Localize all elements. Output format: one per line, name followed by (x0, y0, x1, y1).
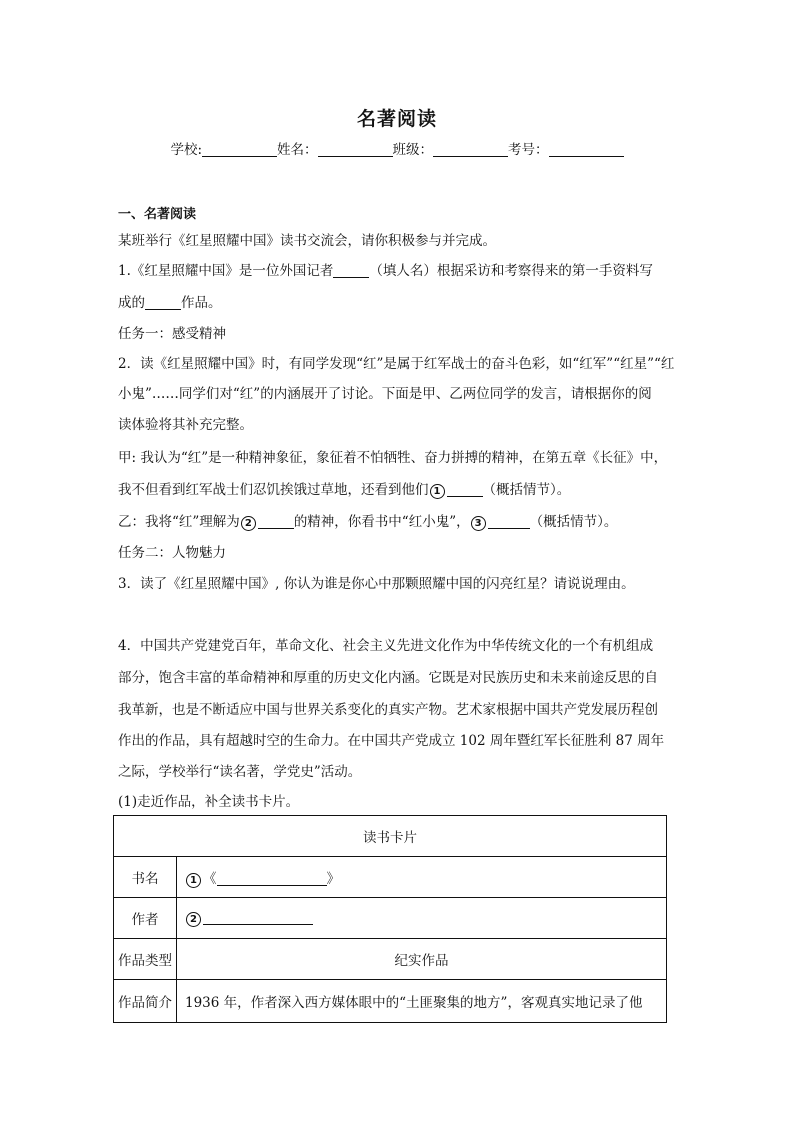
card-value-type: 纪实作品 (177, 939, 667, 980)
q1-text-a: 1.《红星照耀中国》是一位外国记者 (118, 263, 334, 279)
marker-2: 2 (241, 516, 256, 531)
q1-text-d: 作品。 (181, 295, 222, 311)
reading-card-table (113, 815, 667, 1023)
question-2-line-3: 读体验将其补充完整。 (118, 417, 253, 433)
card-row-author (114, 898, 667, 939)
section-intro: 某班举行《红星照耀中国》读书交流会，请你积极参与并完成。 (118, 233, 496, 249)
question-3: 3．读了《红星照耀中国》, 你认为谁是你心中那颗照耀中国的闪亮红星？请说说理由。 (118, 576, 635, 592)
question-4-line-5: 之际，学校举行“读名著，学党史”活动。 (118, 764, 362, 780)
yi-text-a: 乙：我将“红”理解为 (118, 514, 240, 530)
task-2-heading: 任务二：人物魅力 (118, 545, 226, 561)
jia-blank-1[interactable] (447, 482, 483, 497)
card-label-summary: 作品简介 (114, 980, 177, 1023)
card-label-book: 书名 (114, 857, 177, 898)
book-marker: 1 (186, 873, 201, 888)
jia-text-end: （概括情节）。 (482, 482, 571, 498)
yi-text-c: （概括情节）。 (529, 514, 618, 530)
book-suffix: 》 (326, 870, 340, 887)
author-marker: 2 (186, 912, 201, 927)
card-row-book (114, 857, 667, 898)
card-row-type (114, 939, 667, 980)
book-blank[interactable] (217, 871, 327, 886)
task-1-heading: 任务一：感受精神 (118, 326, 226, 342)
marker-1: 1 (430, 484, 445, 499)
yi-text-b: 的精神，你看书中“红小鬼”， (293, 514, 470, 530)
yi-blank-2[interactable] (258, 514, 294, 529)
card-value-summary: 1936 年，作者深入西方媒体眼中的“土匪聚集的地方”，客观真实地记录了他 (177, 980, 667, 1023)
card-header-row (114, 816, 667, 857)
question-4-line-2: 部分，饱含丰富的革命精神和厚重的历史文化内涵。它既是对民族历史和未来前途反思的自 (118, 670, 658, 686)
author-blank[interactable] (203, 910, 313, 925)
jia-text: 我不但看到红军战士们忍饥挨饿过草地，还看到他们 (118, 482, 429, 498)
card-value-author (177, 898, 667, 939)
question-1-line-2 (118, 291, 678, 311)
card-value-book (177, 857, 667, 898)
class-blank[interactable] (433, 142, 508, 157)
q1-blank-author[interactable] (333, 263, 369, 278)
page-title: 名著阅读 (356, 108, 437, 130)
number-label: 考号： (508, 142, 549, 158)
card-header: 读书卡片 (114, 816, 667, 857)
book-prefix: 《 (203, 870, 217, 887)
card-label-type: 作品类型 (114, 939, 177, 980)
marker-3: 3 (471, 516, 486, 531)
q1-text-c: 成的 (118, 295, 145, 311)
question-4-sub-1: (1)走近作品，补全读书卡片。 (118, 794, 300, 810)
section-heading: 一、名著阅读 (118, 207, 197, 222)
name-blank[interactable] (318, 142, 393, 157)
yi-blank-3[interactable] (488, 514, 530, 529)
question-4-line-3: 我革新，也是不断适应中国与世界关系变化的真实产物。艺术家根据中国共产党发展历程创 (118, 702, 658, 718)
student-info-line (0, 138, 794, 158)
q1-text-b: （填人名）根据采访和考察得来的第一手资料写 (369, 263, 653, 279)
class-label: 班级： (392, 142, 434, 158)
question-4-line-1: 4．中国共产党建党百年，革命文化、社会主义先进文化作为中华传统文化的一个有机组成 (118, 638, 654, 654)
number-blank[interactable] (549, 142, 624, 157)
question-4-line-4: 作出的作品，具有超越时空的生命力。在中国共产党成立 102 周年暨红军长征胜利 87 周年 (118, 733, 665, 749)
question-2-jia-line-1: 甲: 我认为“红”是一种精神象征，象征着不怕牺牲、奋力拼搏的精神，在第五章《长征》中， (118, 450, 668, 466)
question-2-line-1: 2．读《红星照耀中国》时，有同学发现“红”是属于红军战士的奋斗色彩，如“红军”“红星”“红 (118, 356, 675, 372)
card-row-summary (114, 980, 667, 1023)
school-blank[interactable] (202, 142, 277, 157)
question-1-line-1 (118, 259, 678, 279)
question-2-yi-line (118, 510, 678, 531)
question-2-jia-line-2 (118, 478, 678, 499)
name-label: 姓名： (277, 142, 318, 158)
question-2-line-2: 小鬼”……同学们对“红”的内涵展开了讨论。下面是甲、乙两位同学的发言，请根据你的阅 (118, 386, 652, 402)
q1-blank-genre[interactable] (145, 295, 181, 310)
school-label: 学校: (170, 142, 203, 158)
card-label-author: 作者 (114, 898, 177, 939)
